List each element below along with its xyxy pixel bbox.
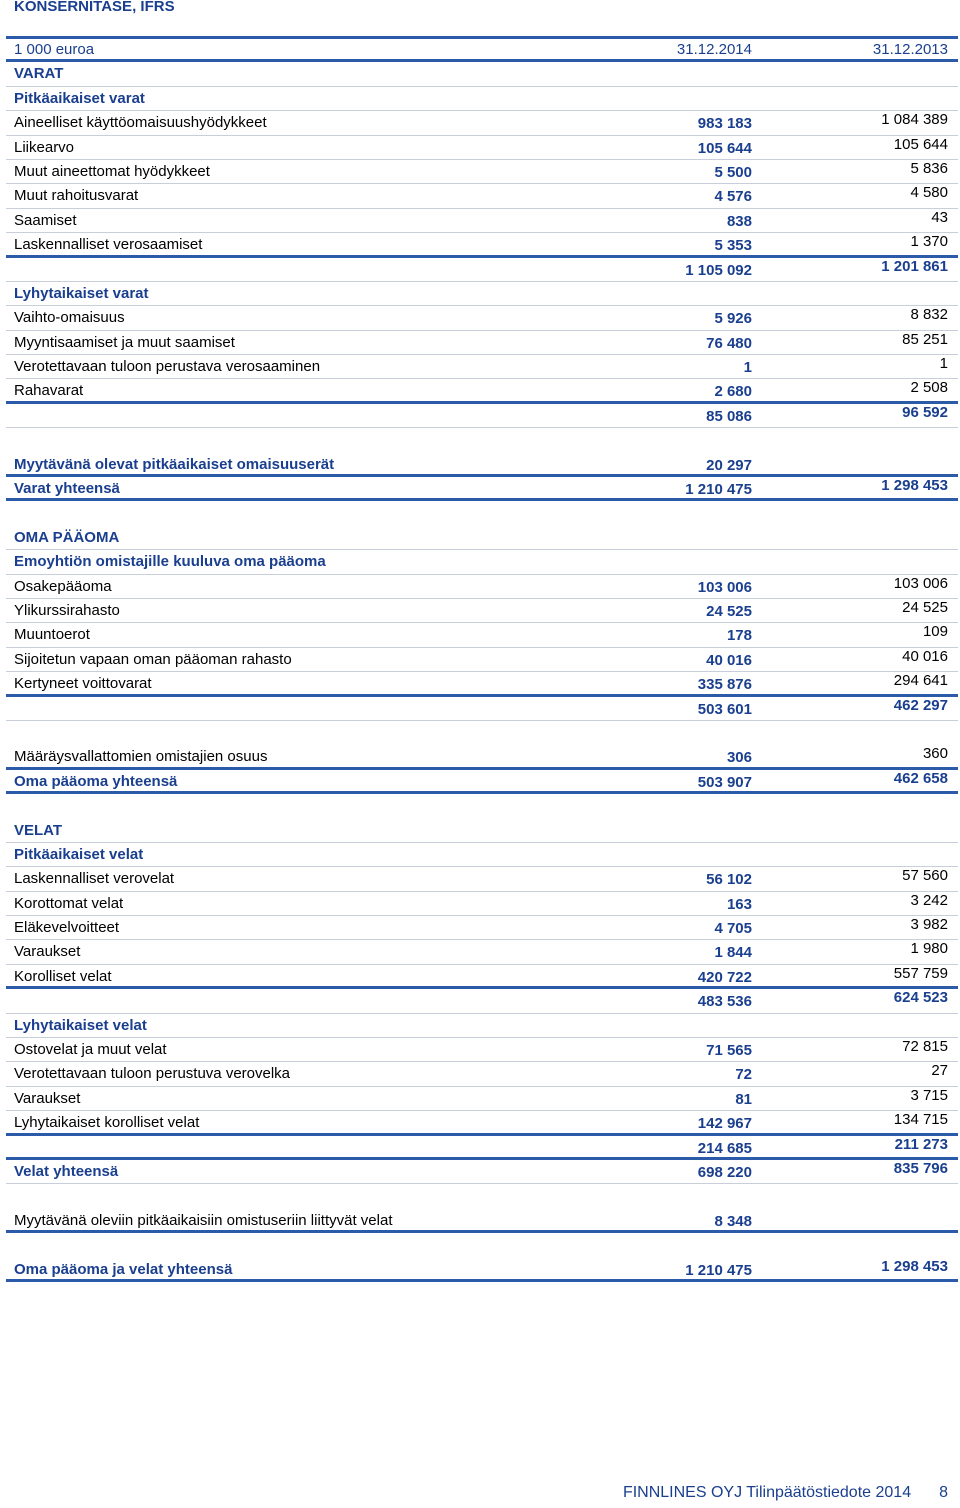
table-row: [6, 1160, 958, 1184]
value-2014: 306: [726, 749, 752, 767]
value-2013: 360: [922, 745, 948, 763]
value-2013: 5 836: [910, 159, 948, 177]
value-2013: 1 084 389: [881, 111, 948, 129]
table-row: [6, 355, 958, 379]
column-header-2014: 31.12.2014: [676, 41, 752, 58]
value-2014: 105 644: [697, 139, 752, 157]
value-2014: 1: [743, 359, 752, 377]
value-2014: 24 525: [706, 602, 752, 620]
value-2014: 76 480: [706, 334, 752, 352]
table-row: [6, 1062, 958, 1086]
value-2013: 2 508: [910, 379, 948, 397]
value-2013: 103 006: [893, 574, 948, 592]
value-2014: 5 926: [714, 310, 752, 328]
value-2013: 835 796: [893, 1159, 948, 1177]
value-2013: 85 251: [902, 330, 948, 348]
table-row: [6, 1258, 958, 1282]
page-title: KONSERNITASE, IFRS: [14, 0, 175, 15]
row-label: Verotettavaan tuloon perustava verosaaminen: [14, 358, 321, 376]
table-row: [6, 526, 958, 550]
value-2014: 838: [726, 212, 752, 230]
value-2013: 1 201 861: [881, 257, 948, 275]
table-row: [6, 867, 958, 891]
value-2014: 1 210 475: [685, 1261, 752, 1279]
value-2013: 96 592: [902, 403, 948, 421]
table-header-row: [6, 38, 958, 62]
row-label: Emoyhtiön omistajille kuuluva oma pääoma: [14, 553, 326, 571]
row-label: VARAT: [14, 65, 64, 83]
value-2013: 24 525: [902, 598, 948, 616]
value-2013: 40 016: [902, 647, 948, 665]
value-2014: 420 722: [697, 968, 752, 986]
row-label: OMA PÄÄOMA: [14, 528, 120, 546]
row-label: Varat yhteensä: [14, 480, 120, 498]
balance-sheet-table: [6, 38, 958, 1282]
table-row: [6, 1111, 958, 1135]
row-label: Velat yhteensä: [14, 1162, 119, 1180]
table-row: [6, 697, 958, 721]
value-2013: 109: [922, 623, 948, 641]
table-row: [6, 87, 958, 111]
value-2013: 1 298 453: [881, 1257, 948, 1275]
table-row: [6, 672, 958, 696]
value-2013: 8 832: [910, 306, 948, 324]
row-label: Laskennalliset verosaamiset: [14, 236, 203, 254]
value-2013: 43: [931, 208, 948, 226]
unit-label: 1 000 euroa: [14, 41, 95, 58]
table-row: [6, 940, 958, 964]
value-2013: 3 715: [910, 1086, 948, 1104]
value-2014: 178: [726, 627, 752, 645]
row-label: Muut rahoitusvarat: [14, 187, 139, 205]
row-label: Muuntoerot: [14, 626, 90, 644]
row-label: Rahavarat: [14, 382, 84, 400]
value-2013: 1: [939, 355, 948, 373]
table-row: [6, 111, 958, 135]
table-row: [6, 453, 958, 477]
row-label: Varaukset: [14, 1089, 81, 1107]
table-row: [6, 550, 958, 574]
row-label: Oma pääoma yhteensä: [14, 772, 178, 790]
row-label: Kertyneet voittovarat: [14, 675, 152, 693]
value-2013: 557 759: [893, 964, 948, 982]
table-row: [6, 1136, 958, 1160]
row-label: Lyhytaikaiset varat: [14, 284, 149, 302]
value-2013: 462 658: [893, 769, 948, 787]
table-row: [6, 1038, 958, 1062]
table-row: [6, 233, 958, 257]
row-label: Myytävänä oleviin pitkäaikaisiin omistuseriin liittyvät velat: [14, 1211, 393, 1229]
row-label: Pitkäaikaiset varat: [14, 89, 145, 107]
table-row: [6, 184, 958, 208]
table-row: [6, 599, 958, 623]
value-2014: 1 210 475: [685, 481, 752, 499]
value-2013: 72 815: [902, 1038, 948, 1056]
value-2014: 698 220: [697, 1163, 752, 1181]
row-label: Eläkevelvoitteet: [14, 919, 120, 937]
row-label: VELAT: [14, 821, 63, 839]
row-label: Oma pääoma ja velat yhteensä: [14, 1260, 233, 1278]
page-footer: [623, 1484, 948, 1502]
value-2014: 81: [735, 1090, 752, 1108]
row-label: Myyntisaamiset ja muut saamiset: [14, 333, 235, 351]
table-row: [6, 136, 958, 160]
value-2014: 335 876: [697, 676, 752, 694]
value-2014: 4 576: [714, 188, 752, 206]
row-label: Myytävänä olevat pitkäaikaiset omaisuuserät: [14, 455, 335, 473]
table-row: [6, 965, 958, 989]
value-2014: 4 705: [714, 920, 752, 938]
table-row: [6, 819, 958, 843]
row-label: Lyhytaikaiset korolliset velat: [14, 1114, 200, 1132]
page-number: 8: [939, 1484, 948, 1501]
value-2013: 211 273: [894, 1135, 948, 1153]
table-row: [6, 477, 958, 501]
table-row: [6, 160, 958, 184]
value-2013: 27: [931, 1062, 948, 1080]
table-row: [6, 331, 958, 355]
table-row: [6, 1087, 958, 1111]
value-2013: 134 715: [893, 1111, 948, 1129]
value-2013: 4 580: [910, 184, 948, 202]
value-2014: 71 565: [706, 1042, 752, 1060]
spacer-row: [6, 1233, 958, 1257]
value-2014: 2 680: [714, 383, 752, 401]
value-2013: 1 370: [910, 233, 948, 251]
table-row: [6, 843, 958, 867]
row-label: Pitkäaikaiset velat: [14, 845, 144, 863]
spacer-row: [6, 428, 958, 452]
row-label: Varaukset: [14, 943, 81, 961]
value-2014: 983 183: [697, 115, 752, 133]
value-2014: 214 685: [697, 1139, 752, 1157]
table-row: [6, 892, 958, 916]
table-row: [6, 209, 958, 233]
value-2014: 85 086: [706, 407, 752, 425]
value-2013: 3 242: [910, 891, 948, 909]
value-2014: 72: [735, 1066, 752, 1084]
value-2014: 56 102: [706, 871, 752, 889]
value-2014: 5 353: [714, 237, 752, 255]
table-row: [6, 575, 958, 599]
value-2013: 105 644: [893, 135, 948, 153]
value-2014: 103 006: [697, 578, 752, 596]
value-2014: 40 016: [706, 651, 752, 669]
row-label: Vaihto-omaisuus: [14, 309, 125, 327]
table-row: [6, 916, 958, 940]
spacer-row: [6, 721, 958, 745]
row-label: Saamiset: [14, 211, 77, 229]
table-row: [6, 623, 958, 647]
row-label: Laskennalliset verovelat: [14, 870, 175, 888]
row-label: Korottomat velat: [14, 894, 124, 912]
table-row: [6, 989, 958, 1013]
table-row: [6, 282, 958, 306]
row-label: Korolliset velat: [14, 967, 112, 985]
row-label: Muut aineettomat hyödykkeet: [14, 162, 210, 180]
table-row: [6, 258, 958, 282]
value-2013: 294 641: [893, 672, 948, 690]
value-2013: 1 298 453: [881, 477, 948, 495]
table-row: [6, 770, 958, 794]
row-label: Osakepääoma: [14, 577, 112, 595]
value-2014: 163: [726, 895, 752, 913]
value-2014: 503 907: [697, 773, 752, 791]
value-2014: 8 348: [714, 1212, 752, 1230]
value-2014: 142 967: [697, 1115, 752, 1133]
row-label: Määräysvallattomien omistajien osuus: [14, 748, 268, 766]
value-2013: 57 560: [902, 867, 948, 885]
row-label: Verotettavaan tuloon perustuva verovelka: [14, 1065, 291, 1083]
column-header-2013: 31.12.2013: [872, 41, 948, 58]
table-row: [6, 379, 958, 403]
row-label: Ylikurssirahasto: [14, 601, 120, 619]
row-label: Sijoitetun vapaan oman pääoman rahasto: [14, 650, 292, 668]
value-2014: 483 536: [697, 993, 752, 1011]
table-row: [6, 404, 958, 428]
spacer-row: [6, 501, 958, 525]
table-row: [6, 1209, 958, 1233]
value-2013: 3 982: [910, 916, 948, 934]
row-label: Liikearvo: [14, 138, 75, 156]
value-2014: 503 601: [697, 700, 752, 718]
spacer-row: [6, 1184, 958, 1208]
value-2014: 1 105 092: [685, 261, 752, 279]
table-row: [6, 745, 958, 769]
value-2014: 1 844: [714, 944, 752, 962]
table-row: [6, 306, 958, 330]
value-2013: 1 980: [910, 940, 948, 958]
spacer-row: [6, 794, 958, 818]
footer-text: FINNLINES OYJ Tilinpäätöstiedote 2014: [622, 1484, 912, 1501]
row-label: Ostovelat ja muut velat: [14, 1041, 167, 1059]
table-row: [6, 648, 958, 672]
table-row: [6, 62, 958, 86]
value-2013: 624 523: [893, 989, 948, 1007]
value-2014: 20 297: [706, 456, 752, 474]
value-2014: 5 500: [714, 163, 752, 181]
value-2013: 462 297: [893, 696, 948, 714]
row-label: Aineelliset käyttöomaisuushyödykkeet: [14, 114, 267, 132]
table-row: [6, 1014, 958, 1038]
row-label: Lyhytaikaiset velat: [14, 1016, 147, 1034]
